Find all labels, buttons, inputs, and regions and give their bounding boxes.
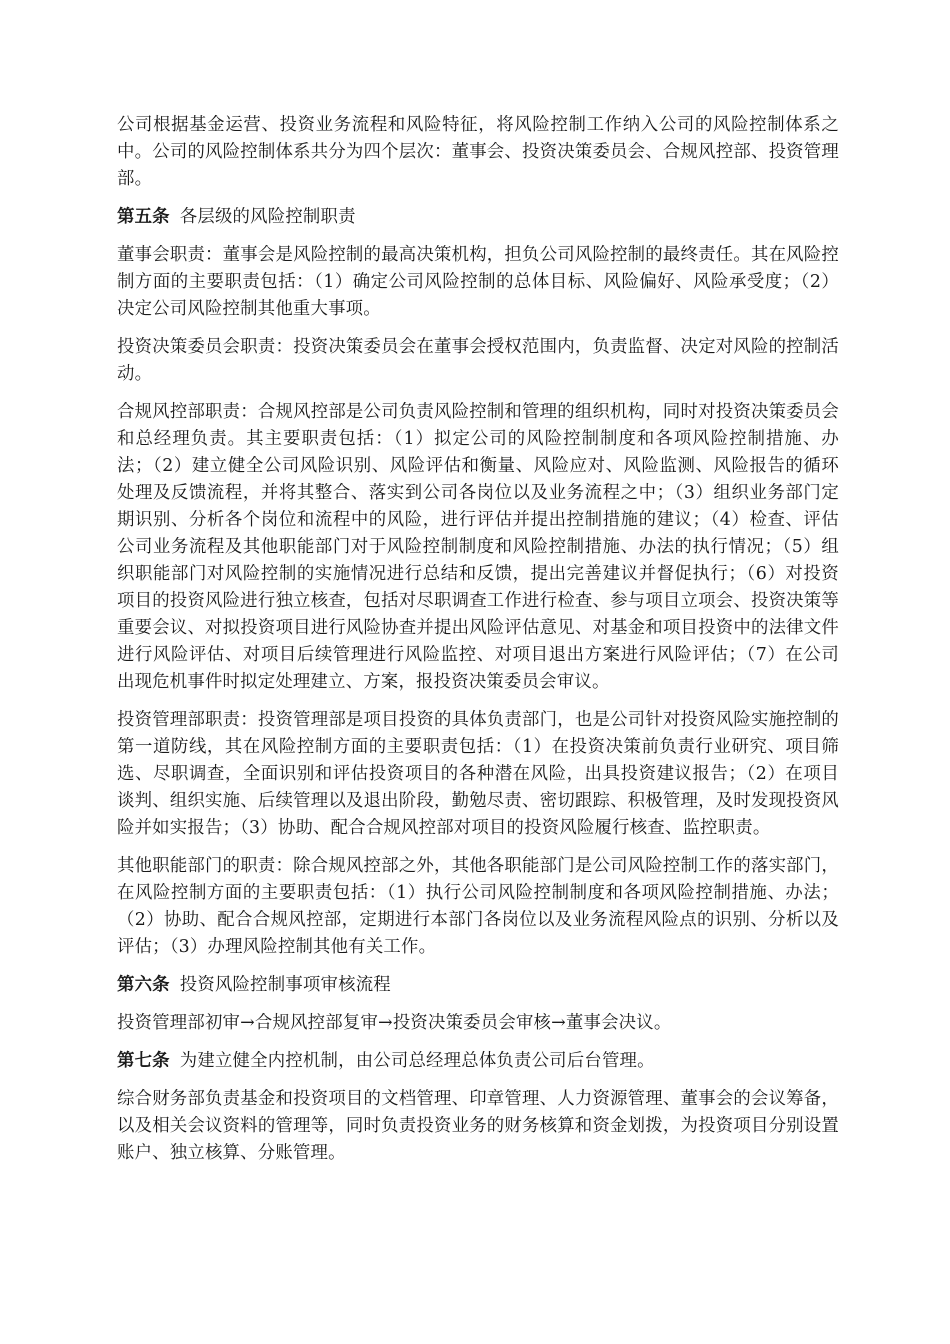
article-title: 为建立健全内控机制，由公司总经理总体负责公司后台管理。 bbox=[179, 1051, 655, 1071]
document-page bbox=[117, 112, 839, 1178]
body-paragraph-board: 董事会职责：董事会是风险控制的最高决策机构，担负公司风险控制的最终责任。其在风险控制方面的主要职责包括：（1）确定公司风险控制的总体目标、风险偏好、风险承受度；（2）决定公司风险控制其他重大事项。 bbox=[117, 245, 839, 319]
body-paragraph-intro: 公司根据基金运营、投资业务流程和风险特征，将风险控制工作纳入公司的风险控制体系之中。公司的风险控制体系共分为四个层次：董事会、投资决策委员会、合规风控部、投资管理部。 bbox=[117, 115, 839, 189]
body-paragraph-investment-committee: 投资决策委员会职责：投资决策委员会在董事会授权范围内，负责监督、决定对风险的控制活动。 bbox=[117, 337, 839, 384]
body-paragraph-investment-management: 投资管理部职责：投资管理部是项目投资的具体负责部门，也是公司针对投资风险实施控制的第一道防线，其在风险控制方面的主要职责包括：（1）在投资决策前负责行业研究、项目筛选、尽职调查，全面识别和评估投资项目的各种潜在风险，出具投资建议报告；（2）在项目谈判、组织实施、后续管理以及退出阶段，勤勉尽责、密切跟踪、积极管理，及时发现投资风险并如实报告；（3）协助、配合合规风控部对项目的投资风险履行核查、监控职责。 bbox=[117, 710, 839, 838]
article-number: 第七条 bbox=[117, 1051, 170, 1071]
article-heading-6 bbox=[117, 972, 839, 999]
article-number: 第五条 bbox=[117, 207, 170, 227]
body-paragraph-other-departments: 其他职能部门的职责：除合规风控部之外，其他各职能部门是公司风险控制工作的落实部门，在风险控制方面的主要职责包括：（1）执行公司风险控制制度和各项风险控制措施、办法；（2）协助、配合合规风控部，定期进行本部门各岗位以及业务流程风险点的识别、分析以及评估；（3）办理风险控制其他有关工作。 bbox=[117, 856, 839, 957]
article-number: 第六条 bbox=[117, 975, 170, 995]
body-paragraph-compliance-risk: 合规风控部职责：合规风控部是公司负责风险控制和管理的组织机构，同时对投资决策委员会和总经理负责。其主要职责包括：（1）拟定公司的风险控制制度和各项风险控制措施、办法；（2）建立健全公司风险识别、风险评估和衡量、风险应对、风险监测、风险报告的循环处理及反馈流程，并将其整合、落实到公司各岗位以及业务流程之中；（3）组织业务部门定期识别、分析各个岗位和流程中的风险，进行评估并提出控制措施的建议；（4）检查、评估公司业务流程及其他职能部门对于风险控制制度和风险控制措施、办法的执行情况；（5）组织职能部门对风险控制的实施情况进行总结和反馈，提出完善建议并督促执行；（6）对投资项目的投资风险进行独立核查，包括对尽职调查工作进行检查、参与项目立项会、投资决策等重要会议、对拟投资项目进行风险协查并提出风险评估意见、对基金和项目投资中的法律文件进行风险评估、对项目后续管理进行风险监控、对项目退出方案进行风险评估；（7）在公司出现危机事件时拟定处理建立、方案，报投资决策委员会审议。 bbox=[117, 402, 839, 692]
body-paragraph-finance: 综合财务部负责基金和投资项目的文档管理、印章管理、人力资源管理、董事会的会议筹备，以及相关会议资料的管理等，同时负责投资业务的财务核算和资金划拨，为投资项目分别设置账户、独立核算、分账管理。 bbox=[117, 1089, 839, 1163]
article-heading-7 bbox=[117, 1048, 839, 1075]
body-paragraph-review-flow: 投资管理部初审→合规风控部复审→投资决策委员会审核→董事会决议。 bbox=[117, 1013, 672, 1033]
article-title: 投资风险控制事项审核流程 bbox=[179, 975, 391, 995]
article-title: 各层级的风险控制职责 bbox=[179, 207, 356, 227]
article-heading-5 bbox=[117, 204, 839, 231]
